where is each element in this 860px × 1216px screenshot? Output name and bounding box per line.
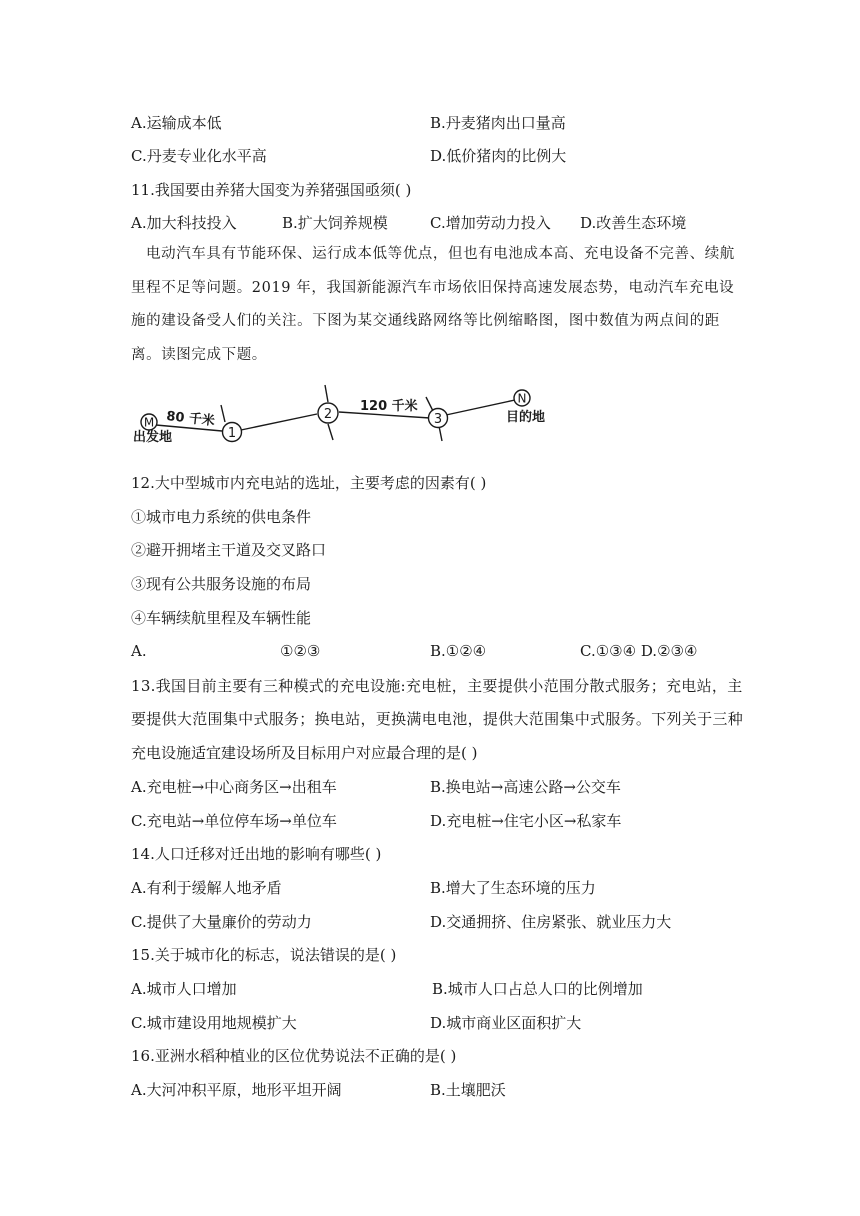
- node-2-label: 2: [323, 407, 333, 422]
- route-map-figure: [128, 383, 558, 447]
- reading-passage: [131, 238, 736, 372]
- q10-option-b: B.丹麦猪肉出口量高: [430, 114, 566, 132]
- branch-road-3-up: [426, 397, 433, 411]
- q14-option-c: C.提供了大量廉价的劳动力: [131, 913, 312, 931]
- q13-option-c: C.充电站→单位停车场→单位车: [131, 812, 337, 830]
- distance-label-80km: 80 千米: [165, 409, 216, 430]
- branch-road-1: [221, 405, 225, 422]
- branch-road-3-down: [439, 426, 442, 441]
- q15-option-c: C.城市建设用地规模扩大: [131, 1014, 297, 1032]
- branch-road-2-up: [325, 385, 328, 402]
- node-3-label: 3: [433, 412, 443, 427]
- q11-option-d: D.改善生态环境: [580, 214, 687, 232]
- q11-option-b: B.扩大饲养规模: [282, 214, 388, 232]
- q15-option-d: D.城市商业区面积扩大: [430, 1014, 582, 1032]
- distance-label-120km: 120 千米: [360, 399, 418, 414]
- destination-label: 目的地: [506, 410, 546, 425]
- node-1-label: 1: [227, 426, 237, 441]
- q11-option-c: C.增加劳动力投入: [430, 214, 551, 232]
- q14-option-a: A.有利于缓解人地矛盾: [131, 879, 282, 897]
- q12-option-b: B.①②④: [430, 642, 487, 660]
- q13-stem-line-3: 充电设施适宜建设场所及目标用户对应最合理的是( ): [131, 744, 478, 762]
- q12-option-c-d: C.①③④ D.②③④: [580, 642, 698, 660]
- q14-stem: 14.人口迁移对迁出地的影响有哪些( ): [131, 845, 382, 863]
- q12-item-2: ②避开拥堵主干道及交叉路口: [131, 541, 327, 559]
- q14-option-b: B.增大了生态环境的压力: [430, 879, 596, 897]
- q13-option-b: B.换电站→高速公路→公交车: [430, 778, 621, 796]
- q12-item-1: ①城市电力系统的供电条件: [131, 508, 312, 526]
- q12-option-a-value: ①②③: [280, 642, 321, 660]
- q13-option-a: A.充电桩→中心商务区→出租车: [131, 778, 337, 796]
- q15-stem: 15.关于城市化的标志，说法错误的是( ): [131, 946, 397, 964]
- route-segment-3-n: [446, 400, 515, 415]
- q16-option-b: B.土壤肥沃: [430, 1081, 506, 1099]
- q13-stem-line-1: 13.我国目前主要有三种模式的充电设施:充电桩，主要提供小范围分散式服务；充电站，主: [131, 677, 743, 695]
- route-segment-1-2: [241, 414, 317, 430]
- q12-option-a-letter: A.: [131, 642, 147, 660]
- q16-stem: 16.亚洲水稻种植业的区位优势说法不正确的是( ): [131, 1047, 457, 1065]
- q11-option-a: A.加大科技投入: [131, 214, 237, 232]
- q10-option-c: C.丹麦专业化水平高: [131, 147, 267, 165]
- node-n-label: N: [517, 391, 527, 406]
- q12-item-3: ③现有公共服务设施的布局: [131, 575, 312, 593]
- q10-option-a: A.运输成本低: [131, 114, 222, 132]
- q16-option-a: A.大河冲积平原，地形平坦开阔: [131, 1081, 342, 1099]
- q10-option-d: D.低价猪肉的比例大: [430, 147, 567, 165]
- passage-text: 电动汽车具有节能环保、运行成本低等优点，但也有电池成本高、充电设备不完善、续航里程不足等问题。2019 年，我国新能源汽车市场依旧保持高速发展态势，电动汽车充电设施的建设备受人们的关注。下图为某交通线路网络等比例缩略图，图中数值为两点间的距离。读图完成下题。: [131, 246, 735, 363]
- branch-road-2-down: [328, 424, 333, 440]
- origin-label: 出发地: [133, 430, 173, 445]
- q13-option-d: D.充电桩→住宅小区→私家车: [430, 812, 622, 830]
- node-m-label: M: [143, 415, 155, 430]
- q13-stem-line-2: 要提供大范围集中式服务；换电站，更换满电电池，提供大范围集中式服务。下列关于三种: [131, 710, 744, 728]
- q12-stem: 12.大中型城市内充电站的选址，主要考虑的因素有( ): [131, 474, 487, 492]
- q12-item-4: ④车辆续航里程及车辆性能: [131, 609, 312, 627]
- q15-option-a: A.城市人口增加: [131, 980, 237, 998]
- q14-option-d: D.交通拥挤、住房紧张、就业压力大: [430, 913, 672, 931]
- q15-option-b: B.城市人口占总人口的比例增加: [432, 980, 643, 998]
- q11-stem: 11.我国要由养猪大国变为养猪强国亟须( ): [131, 181, 412, 199]
